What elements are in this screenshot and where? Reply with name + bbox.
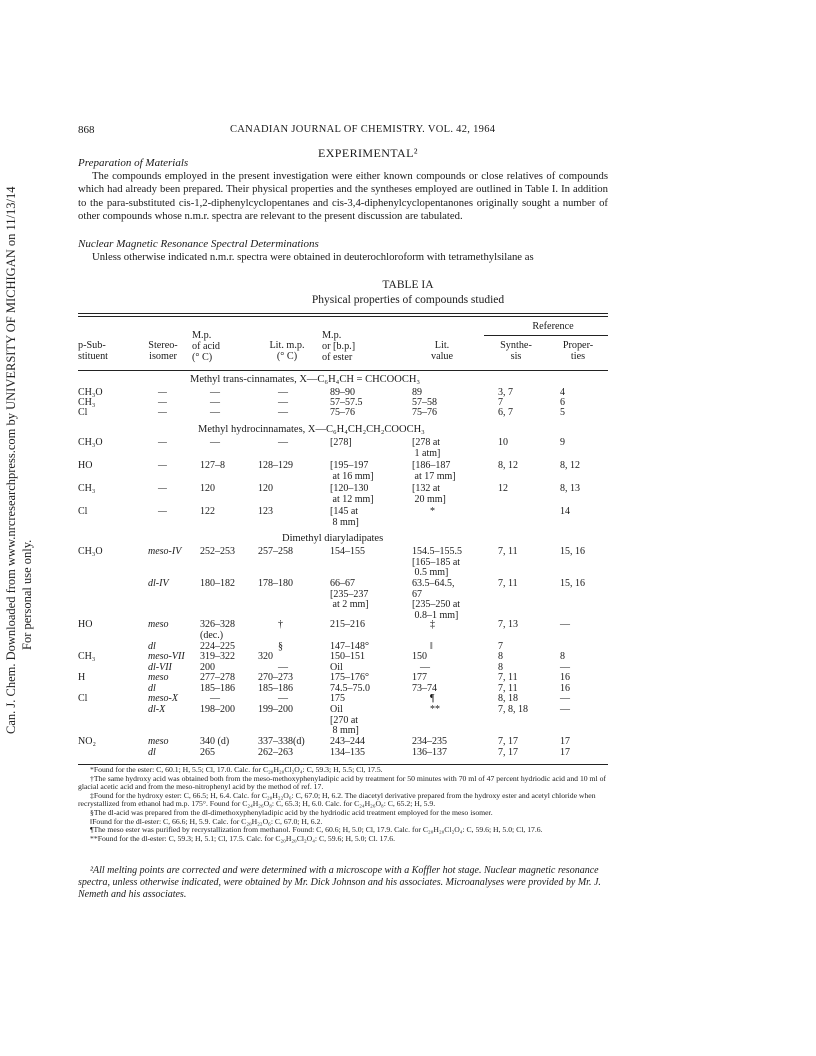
column-header: Synthe- sis (500, 340, 532, 362)
subsection-nmr: Nuclear Magnetic Resonance Spectral Determinations (78, 238, 319, 250)
table-cell: — (158, 397, 167, 408)
column-header: Proper- ties (562, 340, 594, 362)
table-cell: 243–244 (330, 736, 365, 747)
table-cell: 15, 16 (560, 578, 585, 589)
table-cell: 7, 11 (498, 578, 518, 589)
table-cell: 7, 17 (498, 747, 518, 758)
table-cell: 16 (560, 683, 570, 694)
table-cell: 74.5–75.0 (330, 683, 370, 694)
header-rule (78, 370, 608, 371)
table-cell: CH₃O (78, 546, 103, 557)
table-cell: 337–338(d) (258, 736, 305, 747)
column-header: Stereo- isomer (148, 340, 178, 362)
table-cell: § (278, 641, 283, 652)
table-cell: [145 at 8 mm] (330, 506, 359, 528)
table-cell: [278 at 1 atm] (412, 437, 441, 459)
table-cell: Oil (330, 662, 343, 673)
table-cell: 4 (560, 387, 565, 398)
table-cell: 8 (498, 662, 503, 673)
table-cell: † (278, 619, 283, 630)
table-cell: 120 (258, 483, 273, 494)
table-cell: 320 (258, 651, 273, 662)
table-cell: CH₃ (78, 651, 96, 662)
table-cell: 175 (330, 693, 345, 704)
table-cell: — (278, 407, 288, 418)
table-cell: 7 (498, 397, 503, 408)
table-cell: 120 (200, 483, 215, 494)
table-cell: dl (148, 641, 156, 652)
table-cell: — (560, 619, 570, 630)
table-cell: 127–8 (200, 460, 225, 471)
group-title: Methyl trans-cinnamates, X—C₆H₄CH = CHCOOCH₃ (190, 374, 421, 385)
table-cell: — (210, 693, 220, 704)
table-cell: — (278, 437, 288, 448)
table-cell: — (158, 506, 167, 517)
table-cell: NO₂ (78, 736, 96, 747)
table-cell: 6 (560, 397, 565, 408)
table-cell: 262–263 (258, 747, 293, 758)
table-cell: 180–182 (200, 578, 235, 589)
table-cell: — (560, 662, 570, 673)
table-cell: 319–322 (200, 651, 235, 662)
watermark-line-1: Can. J. Chem. Downloaded from www.nrcresearchpress.com by UNIVERSITY OF MICHIGAN on 11/13/14 (4, 186, 18, 734)
table-cell: — (158, 483, 167, 494)
table-cell: [278] (330, 437, 352, 448)
table-cell: 175–176° (330, 672, 369, 683)
table-cell: 8, 18 (498, 693, 518, 704)
reference-header: Reference (532, 321, 574, 332)
table-cell: 340 (d) (200, 736, 230, 747)
column-header: Lit. value (430, 340, 454, 362)
column-header: p-Sub- stituent (78, 340, 108, 362)
table-cell: 57–58 (412, 397, 437, 408)
table-cell: — (278, 662, 288, 673)
table-cell: — (278, 387, 288, 398)
table-cell: dl (148, 747, 156, 758)
table-cell: [132 at 20 mm] (412, 483, 446, 505)
section-title: EXPERIMENTAL² (318, 146, 418, 160)
table-cell: — (560, 704, 570, 715)
table-cell: — (158, 387, 167, 398)
table-cell: 12 (498, 483, 508, 494)
table-cell: 200 (200, 662, 215, 673)
table-cell: dl-IV (148, 578, 169, 589)
table-cell: 185–186 (200, 683, 235, 694)
table-cell: 8, 12 (498, 460, 518, 471)
table-cell: * (430, 506, 435, 517)
table-cell: — (210, 407, 220, 418)
table-cell: 234–235 (412, 736, 447, 747)
table-cell: 257–258 (258, 546, 293, 557)
table-cell: HO (78, 460, 93, 471)
group-title: Dimethyl diaryladipates (282, 533, 384, 544)
table-cell: 270–273 (258, 672, 293, 683)
table-cell: 7, 11 (498, 672, 518, 683)
table-cell: — (158, 460, 167, 471)
table-cell: — (158, 437, 167, 448)
table-cell: 10 (498, 437, 508, 448)
table-cell: 150–151 (330, 651, 365, 662)
table-cell: 150 (412, 651, 427, 662)
table-cell: 66–67 [235–237 at 2 mm] (330, 578, 369, 610)
table-cell: Cl (78, 407, 88, 418)
table-cell: CH₃O (78, 437, 103, 448)
table-cell: 199–200 (258, 704, 293, 715)
table-cell: — (278, 397, 288, 408)
table-cell: Cl (78, 693, 88, 704)
table-cell: 7, 11 (498, 683, 518, 694)
table-cell: — (560, 693, 570, 704)
table-cell: 7, 17 (498, 736, 518, 747)
column-header: M.p. of acid (° C) (192, 330, 221, 363)
table-cell: CH₃O (78, 387, 103, 398)
table-cell: 17 (560, 747, 570, 758)
footnote: ‡Found for the hydroxy ester: C, 66.5; H, 6.4. Calc. for C₂₀H₂₂O₆: C, 67.0; H, 6.2. The diacetyl derivative prepared from the hydroxy ester and acetyl chloride when recrystallized from ethanol had m.p. 175°. Found for C₂₄H₂₆O₈: C, 65.3; H, 6.0. Calc. for C₂₄H₂₆O₈: C, 65.2; H, 5.9. (78, 790, 596, 809)
column-header: Lit. m.p. (° C) (269, 340, 305, 362)
table-cell: 63.5–64.5, 67 [235–250 at 0.8–1 mm] (412, 578, 461, 621)
table-cell: 147–148° (330, 641, 369, 652)
table-cell: 7, 8, 18 (498, 704, 528, 715)
table-caption: Physical properties of compounds studied (311, 294, 505, 306)
table-cell: 57–57.5 (330, 397, 363, 408)
table-cell: 252–253 (200, 546, 235, 557)
table-cell: 89 (412, 387, 422, 398)
footnote: ¶The meso ester was purified by recrystallization from methanol. Found: C, 60.6; H, 5.0; Cl, 17.9. Calc. for C₂₀H₂₀Cl₂O₄: C, 59.6; H, 5.0; Cl, 17.6. (90, 825, 543, 835)
table-cell: meso-VII (148, 651, 185, 662)
table-cell: 8, 13 (560, 483, 580, 494)
table-cell: meso-X (148, 693, 178, 704)
running-head: CANADIAN JOURNAL OF CHEMISTRY. VOL. 42, 1964 (230, 124, 496, 135)
table-cell: 3, 7 (498, 387, 513, 398)
table-top-rule (78, 313, 608, 314)
paragraph-nmr: Unless otherwise indicated n.m.r. spectra were obtained in deuterochloroform with tetramethylsilane as (92, 251, 534, 263)
table-cell: 7 (498, 641, 503, 652)
table-cell: 8 (498, 651, 503, 662)
table-cell: 154–155 (330, 546, 365, 557)
table-cell: — (210, 397, 220, 408)
table-cell: 14 (560, 506, 570, 517)
table-cell: meso (148, 619, 169, 630)
table-cell: ‖ (430, 641, 433, 652)
footnote: *Found for the ester: C, 60.1; H, 5.5; Cl, 17.0. Calc. for C₂₀H₂₀Cl₂O₄: C, 59.3; H, 5.5; Cl, 17.5. (90, 765, 383, 774)
table-cell: 265 (200, 747, 215, 758)
table-cell: 128–129 (258, 460, 293, 471)
table-cell: 122 (200, 506, 215, 517)
table-cell: 16 (560, 672, 570, 683)
table-cell: meso (148, 672, 169, 683)
table-cell: 154.5–155.5 [165–185 at 0.5 mm] (412, 546, 462, 578)
footnote: ‖Found for the dl-ester: C, 66.6; H, 5.9. Calc. for C₂₀H₂₂O₆: C, 67.0; H, 6.2. (90, 816, 323, 826)
table-cell: 6, 7 (498, 407, 513, 418)
table-label: TABLE IA (382, 279, 434, 291)
table-cell: 326–328 (dec.) (200, 619, 235, 641)
table-cell: 73–74 (412, 683, 437, 694)
table-cell: — (210, 387, 220, 398)
table-cell: CH₃ (78, 397, 96, 408)
table-cell: 17 (560, 736, 570, 747)
table-cell: 134–135 (330, 747, 365, 758)
page-number: 868 (78, 124, 95, 136)
download-watermark (0, 186, 38, 740)
table-cell: 75–76 (412, 407, 437, 418)
watermark-line-2: For personal use only. (20, 539, 34, 650)
footnote-2: ²All melting points are corrected and were determined with a microscope with a Koffler hot stage. Nuclear magnetic resonance spectra, unless otherwise indicated, were obtained by Mr. Dick Johnson and his associates. Microanalyses were provided by Mr. J. Nemeth and his associates. (78, 865, 601, 900)
table-cell: meso-IV (148, 546, 182, 557)
table-footnotes (78, 766, 608, 843)
footnote: **Found for the dl-ester: C, 59.3; H, 5.1; Cl, 17.5. Calc. for C₂₀H₂₀Cl₂O₄: C, 59.6; H, 5.0; Cl. 17.6. (90, 833, 395, 843)
paragraph-preparation: The compounds employed in the present investigation were either known compounds or close relatives of compounds which had already been prepared. Their physical properties and the syntheses employed are outlined in Table I. In addition to the para-substituted cis-1,2-diphenylcyclopentanes and cis-3,4-diphenylcyclopentanones originally sought a number of other compounds whose n.m.r. spectra are relevant to the present discussion are tabulated. (78, 170, 608, 223)
table-cell: 8 (560, 651, 565, 662)
table-cell: 89–90 (330, 387, 355, 398)
table-cell: 75–76 (330, 407, 355, 418)
table-cell: 198–200 (200, 704, 235, 715)
table-cell: 5 (560, 407, 565, 418)
table-cell: ‡ (430, 619, 435, 630)
table-cell: ** (430, 704, 440, 715)
table-cell: — (210, 437, 220, 448)
reference-rule (484, 335, 608, 336)
table-cell: 224–225 (200, 641, 235, 652)
table-cell: 8, 12 (560, 460, 580, 471)
column-header: M.p. or [b.p.] of ester (322, 330, 356, 363)
table-cell: 7, 11 (498, 546, 518, 557)
table-cell: 215–216 (330, 619, 365, 630)
table-cell: CH₃ (78, 483, 96, 494)
table-cell: ¶ (430, 693, 435, 704)
table-top-rule-2 (78, 316, 608, 317)
table-cell: 136–137 (412, 747, 447, 758)
footnote: †The same hydroxy acid was obtained both from the meso-methoxyphenyladipic acid by treatment for 50 minutes with 70 ml of 47 percent hydriodic acid and 10 ml of glacial acetic acid and from the meso-nitrophenyl acid by the method of ref. 17. (78, 773, 606, 792)
table-cell: H (78, 672, 86, 683)
group-title: Methyl hydrocinnamates, X—C₆H₄CH₂CH₂COOCH₃ (198, 424, 425, 435)
table-cell: HO (78, 619, 93, 630)
table-cell: dl (148, 683, 156, 694)
table-cell: 7, 13 (498, 619, 518, 630)
table-cell: [195–197 at 16 mm] (330, 460, 374, 482)
table-cell: [186–187 at 17 mm] (412, 460, 456, 482)
table-cell: Cl (78, 506, 88, 517)
table-cell: — (278, 693, 288, 704)
table-cell: 178–180 (258, 578, 293, 589)
table-cell: — (158, 407, 167, 418)
table-cell: — (420, 662, 430, 673)
table-cell: 15, 16 (560, 546, 585, 557)
subsection-preparation: Preparation of Materials (78, 157, 189, 169)
table-cell: 277–278 (200, 672, 235, 683)
table-cell: 123 (258, 506, 273, 517)
table-cell: 185–186 (258, 683, 293, 694)
table-cell: meso (148, 736, 169, 747)
table-cell: Oil [270 at 8 mm] (330, 704, 359, 736)
table-cell: dl-X (148, 704, 166, 715)
table-cell: 9 (560, 437, 565, 448)
table-cell: 177 (412, 672, 427, 683)
table-cell: dl-VII (148, 662, 172, 673)
footnote: §The dl-acid was prepared from the dl-dimethoxyphenyladipic acid by the hydriodic acid treatment employed for the meso isomer. (90, 807, 493, 817)
table-cell: [120–130 at 12 mm] (330, 483, 374, 505)
